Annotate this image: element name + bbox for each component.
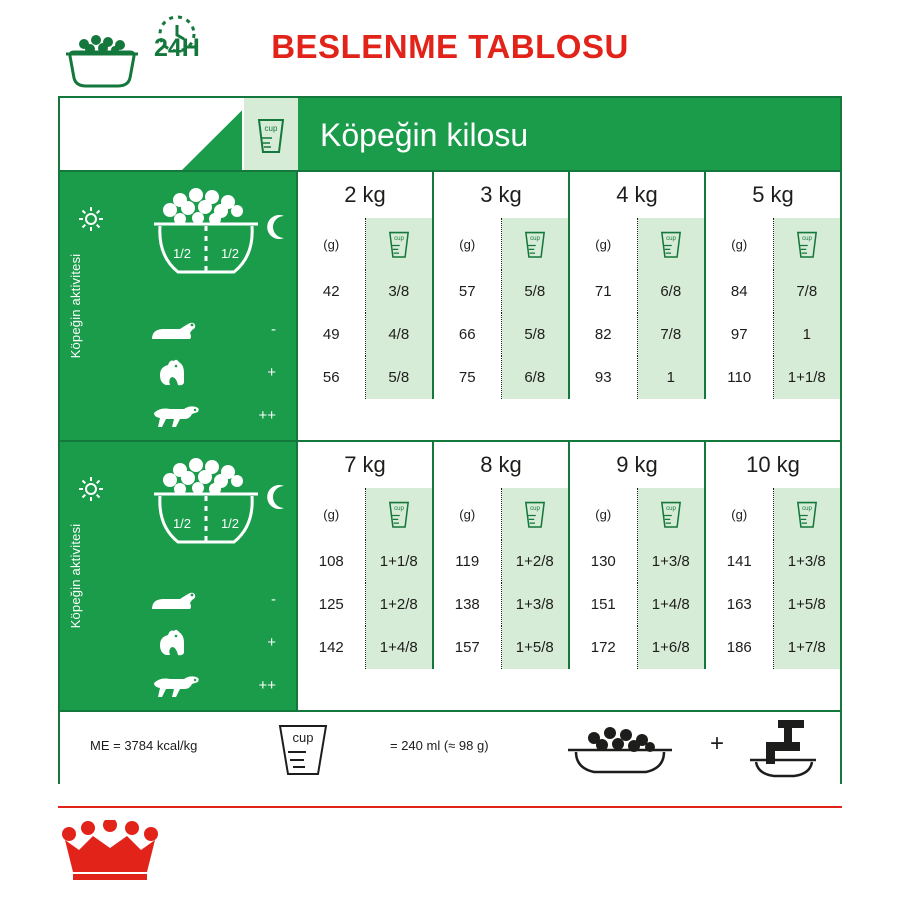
value-grams: 138 — [434, 583, 502, 626]
activity-sign-high-2: ++ — [258, 677, 276, 694]
bowl-24h-illustration — [56, 14, 246, 98]
activity-row-low-1 — [98, 308, 298, 351]
moon-icon-1 — [266, 214, 290, 240]
hours-badge: 24H — [154, 34, 200, 62]
value-grams: 49 — [298, 313, 366, 356]
dog-sitting-icon — [146, 627, 202, 659]
header-main-title: Köpeğin kilosu — [298, 98, 840, 172]
unit-cup-icon — [366, 218, 433, 270]
plus-sign: + — [710, 730, 725, 757]
svg-text:cup: cup — [665, 505, 676, 513]
dog-sitting-icon — [146, 357, 202, 389]
value-cups: 1+2/8 — [502, 540, 569, 583]
value-cups: 1+3/8 — [774, 540, 841, 583]
table-row — [298, 356, 840, 399]
bowl-day-night-illustration-1 — [120, 186, 280, 294]
value-grams: 97 — [706, 313, 774, 356]
value-grams: 66 — [434, 313, 502, 356]
value-cups: 7/8 — [638, 313, 705, 356]
value-grams: 42 — [298, 270, 366, 313]
weight-header-row-2 — [298, 442, 840, 488]
value-grams: 110 — [706, 356, 774, 399]
activity-panel-2 — [60, 442, 298, 710]
activity-label-1: Köpeğin aktivitesi — [67, 253, 83, 359]
unit-group — [434, 218, 570, 270]
value-grams: 82 — [570, 313, 638, 356]
svg-text:cup: cup — [393, 235, 404, 243]
value-cups: 7/8 — [774, 270, 841, 313]
value-grams: 84 — [706, 270, 774, 313]
unit-grams: (g) — [434, 218, 502, 270]
brand-crown-logo — [55, 820, 165, 882]
weight-cell: 5 kg — [706, 172, 840, 218]
unit-group — [298, 488, 434, 540]
value-grams: 163 — [706, 583, 774, 626]
value-cups: 5/8 — [366, 356, 433, 399]
value-grams: 130 — [570, 540, 638, 583]
activity-row-high-2 — [98, 664, 298, 707]
activity-sign-mid-1: + — [267, 364, 276, 381]
value-cups: 3/8 — [366, 270, 433, 313]
activity-panel-1 — [60, 172, 298, 440]
weight-cell: 10 kg — [706, 442, 840, 488]
weight-cell: 7 kg — [298, 442, 434, 488]
data-area-1 — [298, 172, 840, 440]
table-row — [298, 583, 840, 626]
unit-grams: (g) — [570, 488, 638, 540]
value-grams: 56 — [298, 356, 366, 399]
value-grams: 141 — [706, 540, 774, 583]
unit-cup-icon — [638, 218, 705, 270]
footer-bowl-icon — [560, 724, 680, 776]
value-cups: 1+3/8 — [638, 540, 705, 583]
activity-rows-2 — [98, 578, 298, 707]
unit-grams: (g) — [706, 488, 774, 540]
unit-cup-icon — [774, 488, 841, 540]
value-cups: 5/8 — [502, 270, 569, 313]
unit-group — [706, 218, 840, 270]
activity-sign-high-1: ++ — [258, 407, 276, 424]
unit-group — [434, 488, 570, 540]
value-grams: 119 — [434, 540, 502, 583]
weight-cell: 9 kg — [570, 442, 706, 488]
footer-strip — [60, 712, 840, 784]
unit-cup-icon — [638, 488, 705, 540]
value-cups: 1+6/8 — [638, 626, 705, 669]
side-vertical-separator — [296, 172, 298, 710]
activity-sign-low-1: - — [271, 321, 276, 338]
value-cups: 1+7/8 — [774, 626, 841, 669]
value-grams: 157 — [434, 626, 502, 669]
dog-lying-icon — [146, 315, 202, 345]
activity-sign-low-2: - — [271, 591, 276, 608]
value-grams: 57 — [434, 270, 502, 313]
value-cups: 1+5/8 — [774, 583, 841, 626]
cup-equivalence-text: = 240 ml (≈ 98 g) — [390, 738, 489, 753]
unit-header-row-1 — [298, 218, 840, 270]
svg-text:cup: cup — [529, 505, 540, 513]
metabolizable-energy-text: ME = 3784 kcal/kg — [90, 738, 198, 753]
svg-text:1/2: 1/2 — [220, 246, 240, 261]
unit-cup-icon — [774, 218, 841, 270]
bowl-day-night-illustration-2 — [120, 456, 280, 564]
dog-lying-icon — [146, 585, 202, 615]
value-cups: 4/8 — [366, 313, 433, 356]
value-cups: 1 — [638, 356, 705, 399]
unit-grams: (g) — [706, 218, 774, 270]
sun-icon-2 — [78, 476, 104, 502]
value-grams: 151 — [570, 583, 638, 626]
value-cups: 6/8 — [502, 356, 569, 399]
table-row — [298, 626, 840, 669]
svg-text:cup: cup — [529, 235, 540, 243]
weight-cell: 8 kg — [434, 442, 570, 488]
dog-running-icon — [146, 671, 206, 701]
value-cups: 1+4/8 — [366, 626, 433, 669]
table-row — [298, 313, 840, 356]
svg-text:cup: cup — [801, 505, 812, 513]
activity-row-low-2 — [98, 578, 298, 621]
data-area-2 — [298, 442, 840, 710]
value-grams: 142 — [298, 626, 366, 669]
unit-group — [298, 218, 434, 270]
unit-group — [570, 218, 706, 270]
unit-grams: (g) — [298, 218, 366, 270]
moon-icon-2 — [266, 484, 290, 510]
value-cups: 1+5/8 — [502, 626, 569, 669]
activity-rows-1 — [98, 308, 298, 437]
svg-text:cup: cup — [292, 730, 314, 745]
value-grams: 93 — [570, 356, 638, 399]
activity-sign-mid-2: + — [267, 634, 276, 651]
unit-cup-icon — [366, 488, 433, 540]
value-cups: 1+4/8 — [638, 583, 705, 626]
measuring-cup-icon — [254, 114, 288, 156]
unit-grams: (g) — [298, 488, 366, 540]
svg-text:1/2: 1/2 — [172, 516, 192, 531]
footer-cup-icon — [272, 716, 334, 780]
svg-text:cup: cup — [801, 235, 812, 243]
value-grams: 125 — [298, 583, 366, 626]
value-grams: 71 — [570, 270, 638, 313]
value-cups: 1+3/8 — [502, 583, 569, 626]
unit-cup-icon — [502, 488, 569, 540]
unit-header-row-2 — [298, 488, 840, 540]
value-grams: 75 — [434, 356, 502, 399]
weight-cell: 2 kg — [298, 172, 434, 218]
activity-label-2: Köpeğin aktivitesi — [67, 523, 83, 629]
value-grams: 108 — [298, 540, 366, 583]
activity-row-mid-1 — [98, 351, 298, 394]
sun-icon-1 — [78, 206, 104, 232]
value-cups: 1+1/8 — [366, 540, 433, 583]
table-row — [298, 270, 840, 313]
svg-text:cup: cup — [264, 124, 278, 133]
weight-cell: 4 kg — [570, 172, 706, 218]
value-cups: 5/8 — [502, 313, 569, 356]
value-grams: 172 — [570, 626, 638, 669]
value-cups: 1+2/8 — [366, 583, 433, 626]
header-cup-icon-cell — [242, 98, 298, 172]
weight-header-row-1 — [298, 172, 840, 218]
svg-text:1/2: 1/2 — [220, 516, 240, 531]
value-cups: 1 — [774, 313, 841, 356]
svg-text:cup: cup — [665, 235, 676, 243]
unit-grams: (g) — [434, 488, 502, 540]
value-grams: 186 — [706, 626, 774, 669]
activity-row-mid-2 — [98, 621, 298, 664]
svg-text:1/2: 1/2 — [172, 246, 192, 261]
unit-grams: (g) — [570, 218, 638, 270]
bottom-red-rule — [58, 806, 842, 808]
unit-cup-icon — [502, 218, 569, 270]
weight-cell: 3 kg — [434, 172, 570, 218]
value-cups: 6/8 — [638, 270, 705, 313]
activity-row-high-1 — [98, 394, 298, 437]
dog-running-icon — [146, 401, 206, 431]
unit-group — [570, 488, 706, 540]
page-title: BESLENME TABLOSU — [271, 28, 629, 65]
value-cups: 1+1/8 — [774, 356, 841, 399]
unit-group — [706, 488, 840, 540]
svg-text:cup: cup — [393, 505, 404, 513]
table-row — [298, 540, 840, 583]
footer-water-icon — [740, 716, 826, 780]
